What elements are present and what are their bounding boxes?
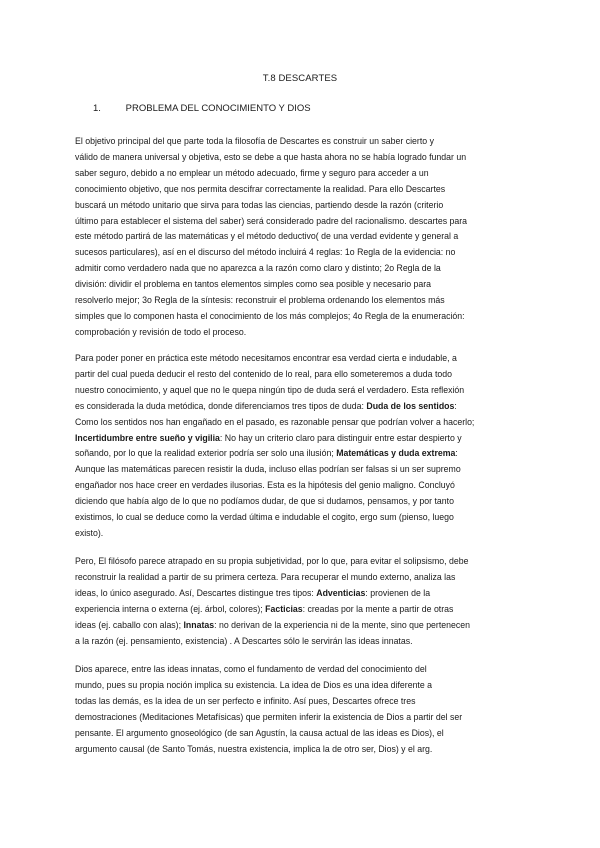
text-line bbox=[75, 618, 527, 634]
text-line bbox=[75, 229, 527, 245]
text-run: válido de manera universal y objetiva, esto se debe a que hasta ahora no se había logrado fundar un bbox=[75, 151, 467, 162]
text-run: conocimiento objetivo, que nos permita descifrar correctamente la realidad. Para ello Descartes bbox=[75, 183, 446, 194]
text-line bbox=[75, 325, 527, 341]
text-run: Como los sentidos nos han engañado en el pasado, es razonable pensar que podrían volver a hacerlo; bbox=[75, 416, 475, 427]
document-title: T.8 DESCARTES bbox=[262, 73, 338, 84]
text-line bbox=[75, 245, 527, 261]
bold-term: Adventicias bbox=[316, 587, 366, 598]
text-line bbox=[75, 214, 527, 230]
text-run: comprobación y revisión de todo el proceso. bbox=[75, 326, 247, 337]
text-line bbox=[75, 150, 527, 166]
text-line bbox=[75, 554, 527, 570]
text-run: admitir como verdadero nada que no aparezca a la razón como claro y distinto; 2o Regla de la bbox=[75, 263, 441, 274]
text-line bbox=[75, 478, 527, 494]
text-run: pensante. El argumento gnoseológico (de san Agustín, la causa actual de las ideas es Dios), el bbox=[75, 727, 444, 738]
text-run: simples que lo componen hasta el conocimiento de los más complejos; 4o Regla de la enumeración: bbox=[75, 310, 465, 321]
text-run: Pero, El filósofo parece atrapado en su propia subjetividad, por lo que, para evitar el solipsismo, debe bbox=[75, 556, 469, 566]
text-line bbox=[75, 662, 527, 678]
text-run: división: dividir el problema en tantos elementos simples como sea posible y necesario para bbox=[75, 279, 432, 290]
text-run: nuestro conocimiento, y aquel que no le quepa ningún tipo de duda será el verdadero. Esta reflexión bbox=[75, 384, 465, 395]
text-run: argumento causal (de Santo Tomás, nuestra existencia, implica la de otro ser, Dios) y el arg. bbox=[75, 743, 433, 754]
text-line bbox=[75, 634, 527, 650]
text-line bbox=[75, 383, 527, 399]
text-line bbox=[75, 166, 527, 182]
text-run: : no derivan de la experiencia ni de la mente, sino que pertenecen bbox=[214, 619, 470, 630]
text-run: engañador nos hace creer en verdades ilusorias. Esta es la hipótesis del genio maligno. Concluyó bbox=[75, 480, 455, 491]
text-run: partir del cual pueda deducir el resto del contenido de lo real, para ello someteremos a duda todo bbox=[75, 368, 452, 379]
text-run: soñando, por lo que la realidad exterior podría ser solo una ilusión; bbox=[75, 448, 337, 459]
text-run: existimos, lo cual se deduce como la verdad última e indudable el cogito, ergo sum (pienso, luego bbox=[75, 512, 454, 523]
text-run: es considerada la duda metódica, donde diferenciamos tres tipos de duda: bbox=[75, 400, 367, 411]
text-line bbox=[75, 694, 527, 710]
text-line bbox=[75, 494, 527, 510]
bold-term: Duda de los sentidos bbox=[366, 400, 455, 411]
text-line bbox=[75, 309, 527, 325]
text-run: reconstruir la realidad a partir de su primera certeza. Para recuperar el mundo externo, analiza las bbox=[75, 571, 456, 582]
text-run: ideas (ej. caballo con alas); bbox=[75, 619, 184, 630]
text-run: buscará un método unitario que sirva para todas las ciencias, partiendo desde la razón (criterio bbox=[75, 199, 444, 210]
text-line bbox=[75, 586, 527, 602]
text-line bbox=[75, 446, 527, 462]
text-run: mundo, pues su propia noción implica su existencia. La idea de Dios es una idea diferente a bbox=[75, 679, 433, 690]
bold-term: Matemáticas y duda extrema bbox=[336, 448, 456, 459]
text-line bbox=[75, 277, 527, 293]
text-line bbox=[75, 742, 527, 758]
text-run: último para establecer el sistema del saber) será considerado padre del racionalismo. descartes para bbox=[75, 215, 468, 226]
text-run: demostraciones (Meditaciones Metafísicas) que permiten inferir la existencia de Dios a partir del ser bbox=[75, 711, 463, 722]
text-run: : bbox=[455, 448, 458, 459]
text-run: : provienen de la bbox=[365, 587, 431, 598]
text-run: Aunque las matemáticas parecen resistir la duda, incluso ellas podrían ser falsas si un ser supremo bbox=[75, 464, 461, 475]
text-line bbox=[75, 678, 527, 694]
text-line bbox=[75, 462, 527, 478]
text-line bbox=[75, 351, 527, 367]
text-line bbox=[75, 261, 527, 277]
text-line bbox=[75, 526, 527, 542]
text-run: diciendo que había algo de lo que no podíamos dudar, de que si dudamos, pensamos, y por tanto bbox=[75, 496, 454, 507]
text-line bbox=[75, 134, 527, 150]
bold-term: Innatas bbox=[183, 619, 215, 630]
text-line bbox=[75, 431, 527, 447]
section-heading bbox=[93, 103, 311, 114]
section-number: 1. bbox=[93, 103, 101, 114]
text-run: resolverlo mejor; 3o Regla de la síntesis: reconstruir el problema ordenando los elementos más bbox=[75, 295, 445, 306]
text-line bbox=[75, 293, 527, 309]
paragraph-methodic-doubt bbox=[75, 351, 527, 542]
text-line bbox=[75, 367, 527, 383]
text-run: : bbox=[454, 400, 457, 411]
text-run: saber seguro, debido a no emplear un método adecuado, firme y seguro para acceder a un bbox=[75, 167, 429, 178]
text-run: este método partirá de las matemáticas y el método deductivo( de una verdad evidente y general a bbox=[75, 231, 459, 242]
text-line bbox=[75, 726, 527, 742]
text-line bbox=[75, 182, 527, 198]
section-heading-text: PROBLEMA DEL CONOCIMIENTO Y DIOS bbox=[125, 103, 311, 114]
text-line bbox=[75, 510, 527, 526]
text-run: Dios aparece, entre las ideas innatas, como el fundamento de verdad del conocimiento del bbox=[75, 664, 427, 674]
text-line bbox=[75, 415, 527, 431]
text-line bbox=[75, 710, 527, 726]
text-run: Para poder poner en práctica este método necesitamos encontrar esa verdad cierta e indudable, a bbox=[75, 353, 457, 363]
text-run: todas las demás, es la idea de un ser perfecto e infinito. Así pues, Descartes ofrece tres bbox=[75, 695, 416, 706]
bold-term: Facticias bbox=[265, 603, 303, 614]
text-run: a la razón (ej. pensamiento, existencia) . A Descartes sólo le servirán las ideas innatas. bbox=[75, 635, 413, 646]
text-run: ideas, lo único asegurado. Así, Descartes distingue tres tipos: bbox=[75, 587, 317, 598]
text-run: : creadas por la mente a partir de otras bbox=[302, 603, 454, 614]
text-line bbox=[75, 399, 527, 415]
text-run: experiencia interna o externa (ej. árbol, colores); bbox=[75, 603, 266, 614]
paragraph-god bbox=[75, 662, 527, 757]
text-run: El objetivo principal del que parte toda la filosofía de Descartes es construir un saber cierto y bbox=[75, 136, 434, 146]
paragraph-method bbox=[75, 134, 527, 341]
bold-term: Incertidumbre entre sueño y vigilia bbox=[75, 432, 220, 443]
text-run: sucesos particulares), así en el discurso del método incluirá 4 reglas: 1o Regla de la evidencia: no bbox=[75, 247, 456, 258]
text-line bbox=[75, 198, 527, 214]
paragraph-ideas bbox=[75, 554, 527, 649]
text-run: existo). bbox=[75, 527, 104, 538]
text-line bbox=[75, 570, 527, 586]
text-line bbox=[75, 602, 527, 618]
text-run: : No hay un criterio claro para distinguir entre estar despierto y bbox=[219, 432, 462, 443]
